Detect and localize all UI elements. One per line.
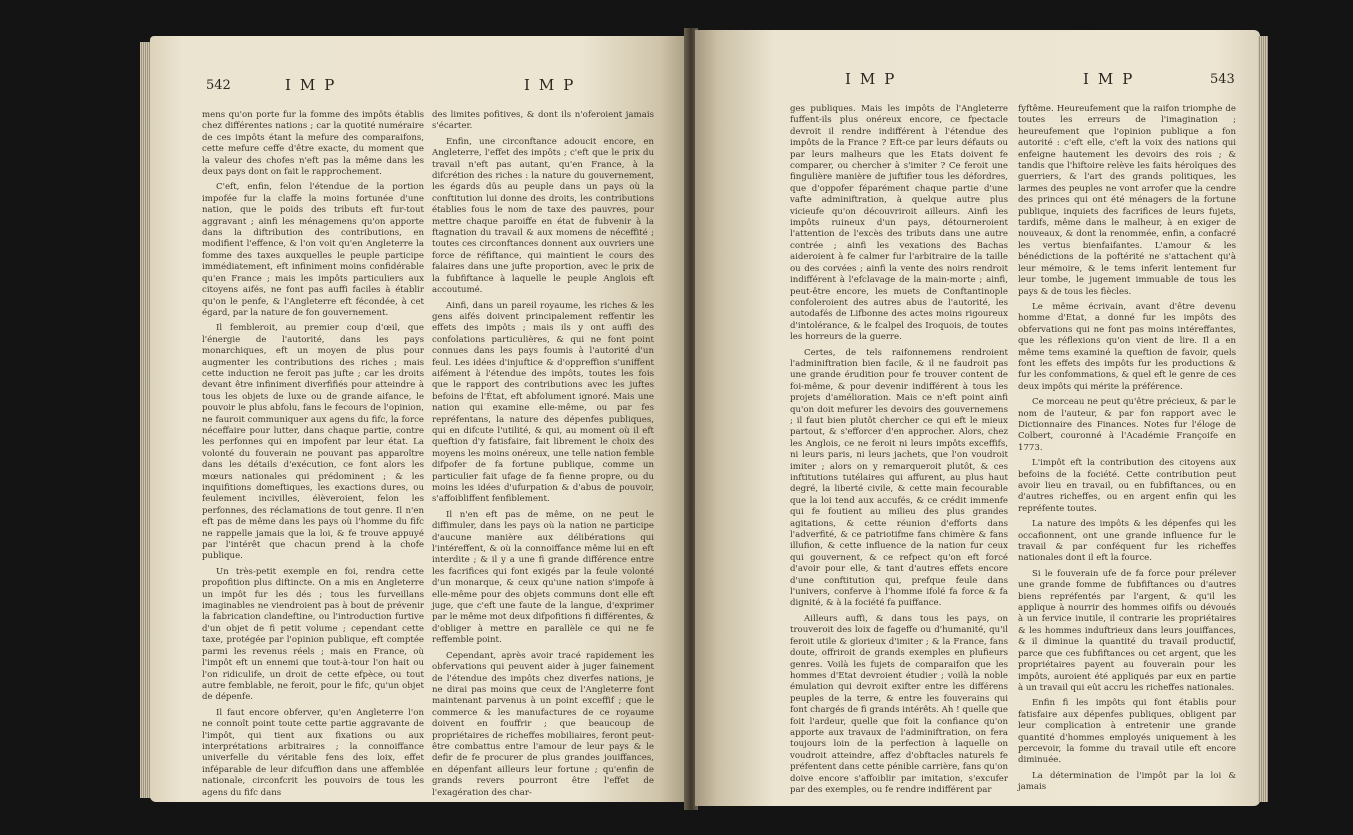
page-stack-right <box>1258 36 1268 802</box>
paragraph: ges publiques. Mais les impôts de l'Angleterre fuffent-ils plus onéreux encore, ce fpectacle devroit il rendre indifférent à l'étendue des impôts de la France ? Eft-ce par leurs défauts ou par leurs malheurs que les Etats doivent fe comparer, ou chercher à s'imiter ? Ce feroit une fingulière manière de juftifier tous les défordres, que d'oppofer féparément chaque partie d'une vafte adminiftration, à quelque autre plus vicieufe qu'on découvriroit ailleurs. Ainfi les impôts ruineux d'un pays, détourneroient l'attention de l'excès des tributs dans une autre contrée ; ainfi les vexations des Bachas aideroient à fe calmer fur l'arbitraire de la taille ou des corvées ; ainfi la vente des noirs rendroit indifférent à l'efclavage de la main-morte ; ainfi, peut-être encore, les muets de Conftantinople confoleroient des autres abus de l'autorité, les autodafés de Lifbonne des actes moins rigoureux d'intolérance, & le fcalpel des Iroquois, de toutes les horreurs de la guerre. <box>790 104 1008 343</box>
page-number: 542 <box>206 78 231 93</box>
paragraph: C'eft, enfin, felon l'étendue de la portion impofée fur la claffe la moins fortunée d'une nation, que le poids des tributs eft fur-tout aggravant ; ainfi les ménagemens qu'on apporte dans la diftribution des contributions, en modifient l'effence, & l'on voit qu'en Angleterre la fomme des taxes auxquelles le peuple participe immédiatement, eft infiniment moins confidérable qu'en France ; mais les impôts particuliers aux citoyens aifés, ne font pas auffi faciles à établir qu'on le penfe, & l'Angleterre eft fécondée, à cet égard, par la nature de fon gouvernement. <box>202 182 424 318</box>
paragraph: des limites pofitives, & dont ils n'oferoient jamais s'écarter. <box>432 110 654 132</box>
paragraph: La nature des impôts & les dépenfes qui les occafionnent, ont une grande influence fur le travail & par conféquent fur les richeffes nationales dont il eft la fource. <box>1018 519 1236 564</box>
right-page <box>695 30 1260 806</box>
paragraph: Il faut encore obferver, qu'en Angleterre l'on ne connoît point toute cette partie aggravante de l'impôt, qui tient aux fixations ou aux interprétations arbitraires ; la connoiffance univerfelle du véritable fens des loix, effet inféparable de leur difcuffion dans une affemblée nationale, circonfcrit les pouvoirs de tous les agens du fifc dans <box>202 707 424 798</box>
running-header-left: IMP <box>845 70 904 88</box>
paragraph: Il fembleroit, au premier coup d'œil, que l'énergie de l'autorité, dans les pays monarchiques, eft un moyen de plus pour augmenter les contributions des riches ; mais cette induction ne feroit pas jufte ; car les droits devant être infiniment diverfifiés pour atteindre à tous les objets de luxe ou de grande aifance, le pouvoir le plus abfolu, fans le fecours de l'opinion, ne fauroit communiquer aux agens du fifc, la force néceffaire pour lutter, dans chaque partie, contre les perfonnes qui en impofent par leur état. La volonté du fouverain ne pouvant pas apparoître dans les détails d'exécution, ce font alors les mœurs nationales qui prédominent ; & les inquifitions domeftiques, les exactions dures, ou feulement incivilles, élèveroient, felon les perfonnes, des réclamations de tout genre. Il n'en eft pas de même dans les pays où l'homme du fifc ne rappelle jamais que la loi, & fe trouve appuyé par l'intérêt que chacun prend à la chofe publique. <box>202 323 424 562</box>
paragraph: Certes, de tels raifonnemens rendroient l'adminiftration bien facile, & il ne faudroit pas une grande érudition pour fe trouver content de foi-même, & pour devenir indifférent à tous les projets d'amélioration. Mais ce n'eft point ainfi qu'on doit mefurer les devoirs des gouvernemens ; il faut bien plutôt chercher ce qui eft le mieux partout, & s'efforcer d'en approcher. Alors, chez les Anglois, ce ne feroit ni leurs impôts exceffifs, ni leurs paris, ni leurs jachets, que l'on voudroit imiter ; alors on y remarqueroit plutôt, & ces inftitutions tutélaires qui affurent, au plus haut degré, la liberté civile, & cette main fecourable que la loi tend aux accufés, & ce crédit immenfe qui fe foutient au milieu des plus grandes agitations, & cette réunion d'efforts dans l'adverfité, & ce patriotifme fans chimère & fans illufion, & cette influence de la nation fur ceux qui gouvernent, & ce refpect qu'on eft forcé d'avoir pour elle, & tant d'autres effets encore d'une conftitution qui, prefque feule dans l'univers, conferve à l'homme ifolé fa force & fa dignité, & à la fociété fa puiffance. <box>790 347 1008 609</box>
paragraph: L'impôt eft la contribution des citoyens aux befoins de la fociété. Cette contribution peut avoir lieu en travail, ou en fubfiftances, ou en d'autres richeffes, ou en argent enfin qui les repréfente toutes. <box>1018 458 1236 514</box>
paragraph: Cependant, après avoir tracé rapidement les obfervations qui peuvent aider à juger fainement de l'étendue des impôts chez diverfes nations, je ne dirai pas moins que ceux de l'Angleterre font maintenant parvenus à un point exceffif ; que le commerce & les manufactures de ce royaume doivent en fouffrir ; que beaucoup de propriétaires de richeffes mobiliaires, feront peut-être combattus entre l'amour de leur pays & le defir de fe procurer de plus grandes jouiffances, en dépenfant ailleurs leur fortune ; qu'enfin de grands revers pourront être l'effet de l'exagération des char- <box>432 650 654 798</box>
paragraph: mens qu'on porte fur la fomme des impôts établis chez différentes nations ; car la quotité numéraire de ces impôts étant la mefure des comparaifons, cette mefure ceffe d'être exacte, du moment que la valeur des chofes n'eft pas la même dans les deux pays dont on fait le rapprochement. <box>202 110 424 178</box>
running-header-right: IMP <box>1083 70 1142 88</box>
paragraph: fyftême. Heureufement que la raifon triomphe de toutes les erreurs de l'imagination ; heureufement que l'opinion publique a fon autorité : c'eft elle, c'eft la voix des nations qui enfeigne hautement les devoirs des rois ; & tandis que l'hiftoire relève les faits héroïques des guerriers, & l'art des grands politiques, les larmes des peuples ne vont arrofer que la cendre des princes qui ont été ménagers de la fortune publique, inquiets des facrifices de leurs fujets, tardifs, même dans le malheur, à en exiger de nouveaux, & dont la renommée, enfin, a confacré les vertus bienfaifantes. L'amour & les bénédictions de la poftérité ne s'attachent qu'à leur mémoire, & le tems inferit lentement fur leur tombe, le jugement immuable de tous les pays & de tous les fiècles. <box>1018 104 1236 297</box>
text-column-1 <box>790 104 1008 800</box>
paragraph: Ainfi, dans un pareil royaume, les riches & les gens aifés doivent principalement reffentir les effets des impôts ; mais ils y ont auffi des confolations particulières, & qui ne font point connues dans les pays foumis à l'autorité d'un feul. Les idées d'injuftice & d'oppreffion s'uniffent aifément à l'étendue des impôts, toutes les fois que le rapport des contributions avec les juftes befoins de l'État, eft abfolument ignoré. Mais une nation qui examine elle-même, ou par fes repréfentans, la nature des dépenfes publiques, qui en difcute l'utilité, & qui, au moment où il eft queftion d'y fatisfaire, fait librement le choix des moyens les moins onéreux, une telle nation femble difpofer de fa fortune publique, comme un particulier fait ufage de fa fienne propre, ou du moins les idées d'ufurpation & d'abus de pouvoir, s'affoibliffent fenfiblement. <box>432 300 654 505</box>
running-header-right: IMP <box>524 76 583 94</box>
paragraph: Enfin, une circonftance adoucit encore, en Angleterre, l'effet des impôts ; c'eft que le prix du travail n'eft pas autant, qu'en France, à la difcrétion des riches : la nature du gouvernement, les égards dûs au peuple dans un pays où la conftitution lui donne des droits, les contributions établies fous le nom de taxe des pauvres, pour mettre chaque paroiffe en état de fubvenir à la ftagnation du travail & aux momens de néceffité ; toutes ces circonftances donnent aux ouvriers une force de réfiftance, qui maintient le cours des falaires dans une jufte proportion, avec le prix de la fubfiftance à laquelle le peuple Anglois eft accoutumé. <box>432 136 654 296</box>
page-number: 543 <box>1210 72 1235 87</box>
text-column-1 <box>202 110 424 802</box>
paragraph: Un très-petit exemple en foi, rendra cette propofition plus diftincte. On a mis en Angleterre un impôt fur les dés ; tous les furveillans imaginables ne viendroient pas à bout de prévenir la fabrication clandeftine, ou l'introduction furtive d'un objet de fi petit volume ; cependant cette taxe, protégée par l'opinion publique, eft comptée parmi les revenus réels ; mais en France, où l'impôt eft un ennemi que tout-à-tour l'on hait ou l'on ridiculife, un droit de cette efpèce, ou tout autre femblable, ne feroit, pour le fifc, qu'un objet de dépenfe. <box>202 566 424 703</box>
paragraph: Le même écrivain, avant d'être devenu homme d'Etat, a donné fur les impôts des obfervations qui ne font pas moins intéreffantes, que les réflexions qu'on vient de lire. Il a en même tems examiné la queftion de favoir, quels font les effets des impôts fur les productions & fur les confommations, & quel eft le genre de ces deux impôts qui mérite la préférence. <box>1018 301 1236 392</box>
left-page <box>150 36 687 802</box>
paragraph: Si le fouverain ufe de fa force pour prélever une grande fomme de fubfiftances ou d'autres biens repréfentés par l'argent, & qu'il les applique à nourrir des hommes oififs ou dévoués à un fervice inutile, il contrarie les propriétaires & les hommes induftrieux dans leurs jouiffances, & il diminue la quantité du travail productif, parce que ces fubfiftances ou cet argent, que les propriétaires payent au fouverain pour les impôts, auroient été appliqués par eux en partie à un travail qui eût accru les richeffes nationales. <box>1018 568 1236 693</box>
paragraph: Ailleurs auffi, & dans tous les pays, on trouveroit des loix de fageffe ou d'humanité, qu'il feroit utile & glorieux d'imiter ; & la France, fans doute, offriroit de grands exemples en plufieurs genres. Voilà les fujets de comparaifon que les hommes d'Etat devroient étudier ; voilà la noble émulation qui devroit exifter entre les différens peuples de la terre, & entre les fouverains qui font chargés de fi grands intérêts. Ah ! quelle que foit l'ardeur, quelle que foit la confiance qu'on apporte aux travaux de l'adminiftration, on fera toujours loin de la perfection à laquelle on voudroit atteindre, affez d'obftacles naturels fe préfentent dans cette pénible carrière, fans qu'on doive encore s'affoiblir par imitation, s'excufer par des exemples, ou fe rendre indifférent par <box>790 613 1008 795</box>
paragraph: Ce morceau ne peut qu'être précieux, & par le nom de l'auteur, & par fon rapport avec le Dictionnaire des Finances. Notes fur l'éloge de Colbert, couronné à l'Académie Françoife en 1773. <box>1018 397 1236 453</box>
paragraph: Il n'en eft pas de même, on ne peut le diffimuler, dans les pays où la nation ne participe d'aucune manière aux délibérations qui l'intéreffent, & où la connoiffance même lui en eft interdite ; & il y a une fi grande différence entre les facrifices qui font exigés par la feule volonté d'un monarque, & ceux qu'une nation s'impofe à elle-même pour des objets communs dont elle eft juge, que c'eft une faute de la langue, d'exprimer par le même mot deux difpofitions fi différentes, & d'obliger à mettre en parallèle ce qui ne fe reffemble point. <box>432 509 654 646</box>
paragraph: La détermination de l'impôt par la loi & jamais <box>1018 770 1236 793</box>
running-header-left: IMP <box>285 76 344 94</box>
text-column-2 <box>432 110 654 802</box>
paragraph: Enfin fi les impôts qui font établis pour fatisfaire aux dépenfes publiques, obligent par leur complication à entretenir une grande quantité d'hommes employés uniquement à les percevoir, la fomme du travail utile eft encore diminuée. <box>1018 698 1236 766</box>
text-column-2 <box>1018 104 1236 798</box>
